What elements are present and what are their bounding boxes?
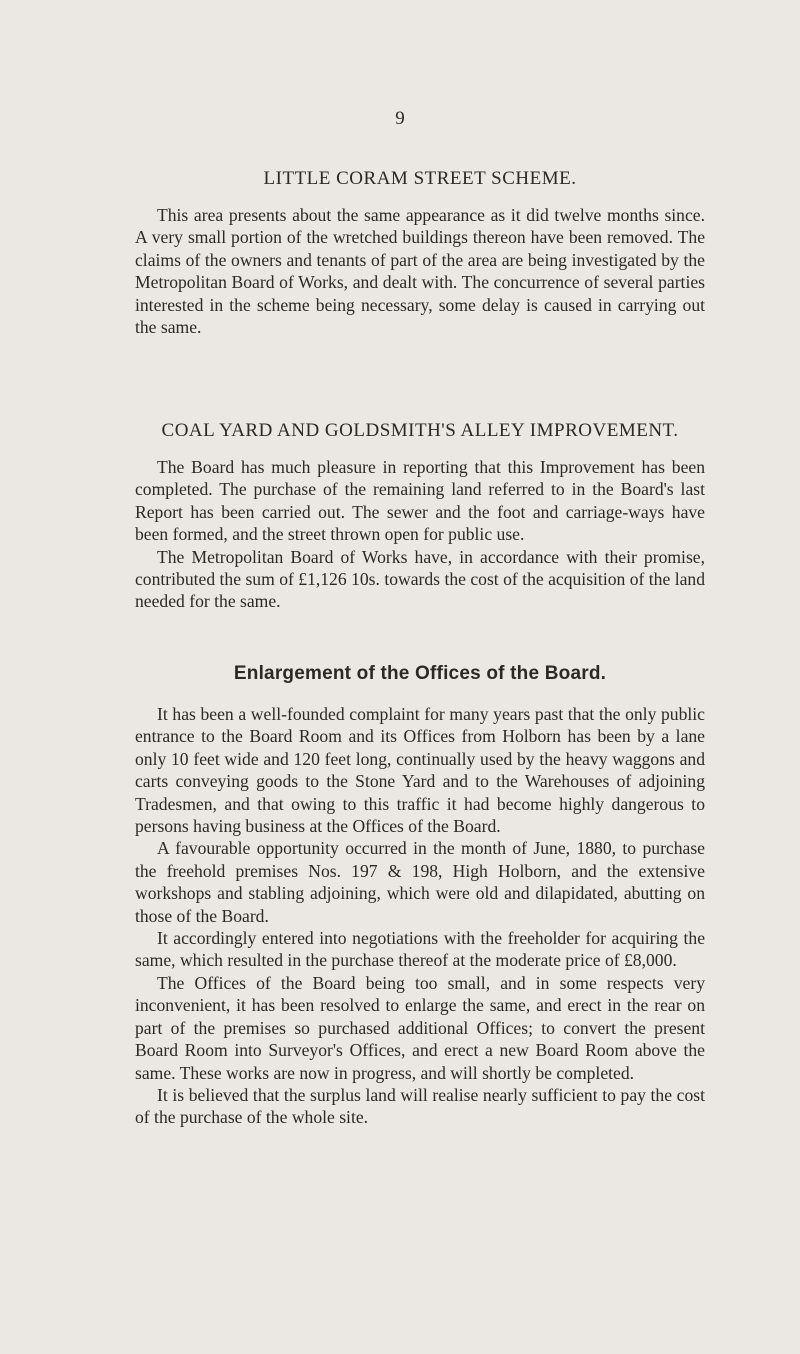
paragraph: It is believed that the surplus land will realise nearly sufficient to pay the cost of the purchase of the whole site. xyxy=(135,1084,705,1128)
section-enlargement-of-offices xyxy=(135,663,705,1129)
section-little-coram-street xyxy=(135,168,705,338)
paragraph: The Board has much pleasure in reporting that this Improvement has been completed. The purchase of the remaining land referred to in the Board's last Report has been carried out. The sewer and the foot and carriage-ways have been formed, and the street thrown open for public use. xyxy=(135,457,705,545)
paragraph: It accordingly entered into negotiations with the freeholder for acquiring the same, which resulted in the purchase thereof at the moderate price of £8,000. xyxy=(135,928,705,971)
paragraph: The Offices of the Board being too small, and in some respects very inconvenient, it has been resolved to enlarge the same, and erect in the rear on part of the premises so purchased additional Offices; to convert the present Board Room into Surveyor's Offices, and erect a new Board Room above the same. These works are now in progress, and will shortly be completed. xyxy=(135,972,705,1083)
section-heading: LITTLE CORAM STREET SCHEME. xyxy=(263,168,577,189)
paragraph: This area presents about the same appearance as it did twelve months since. A very small portion of the wretched buildings thereon have been removed. The claims of the owners and tenants of part of the area are being investigated by the Metropolitan Board of Works, and dealt with. The concurrence of several parties interested in the scheme being necessary, some delay is caused in carrying out the same. xyxy=(135,205,705,338)
section-heading: Enlargement of the Offices of the Board. xyxy=(233,663,607,684)
paragraph: It has been a well-founded complaint for many years past that the only public entrance to the Board Room and its Offices from Holborn has been by a lane only 10 feet wide and 120 feet long, continually used by the heavy waggons and carts conveying goods to the Stone Yard and to the Warehouses of adjoining Tradesmen, and that owing to this traffic it had become highly dangerous to persons having business at the Offices of the Board. xyxy=(135,704,705,837)
paragraph: A favourable opportunity occurred in the month of June, 1880, to purchase the freehold premises Nos. 197 & 198, High Holborn, and the extensive workshops and stabling adjoining, which were old and dilapidated, abutting on those of the Board. xyxy=(135,838,705,926)
section-heading: COAL YARD AND GOLDSMITH'S ALLEY IMPROVEMENT. xyxy=(161,420,679,441)
paragraph: The Metropolitan Board of Works have, in accordance with their promise, contributed the sum of £1,126 10s. towards the cost of the acquisition of the land needed for the same. xyxy=(135,546,705,612)
section-coal-yard-improvement xyxy=(135,420,705,613)
page-number: 9 xyxy=(395,108,405,129)
